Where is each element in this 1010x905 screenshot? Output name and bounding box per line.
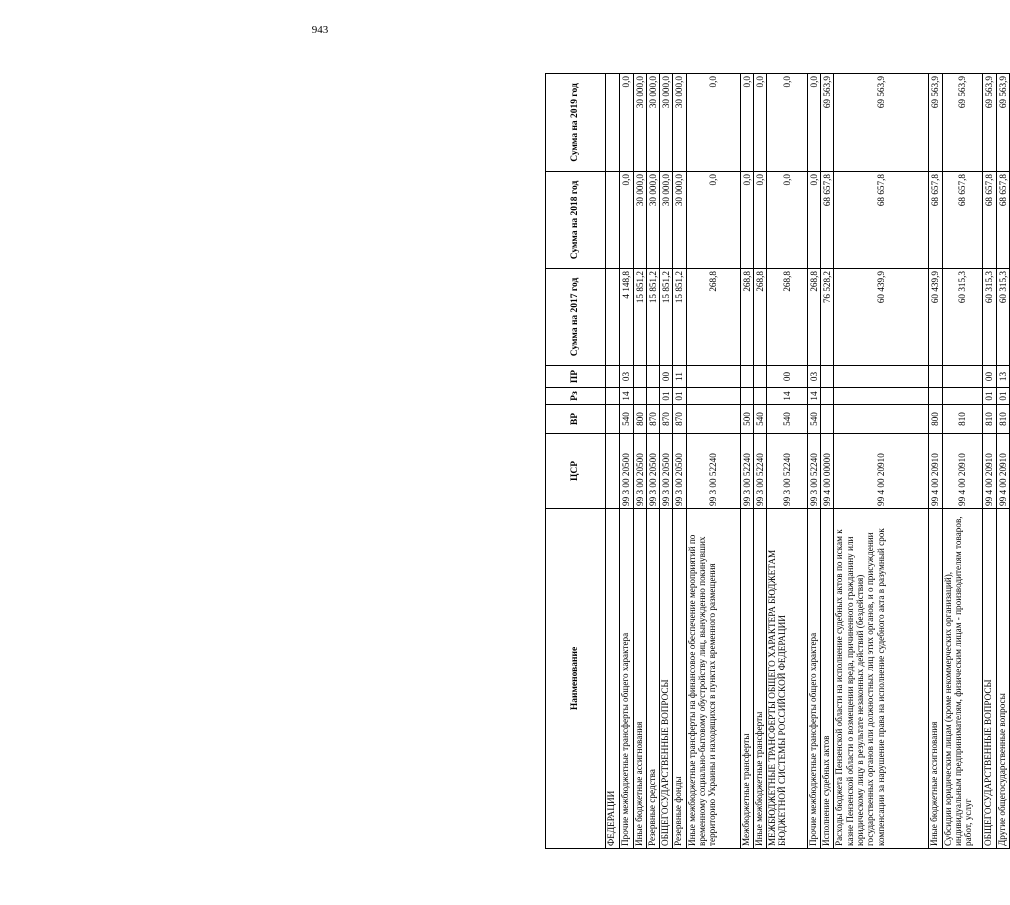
cell-pr — [646, 366, 659, 388]
cell-sum-2018: 68 657,8 — [834, 172, 929, 269]
rotated-page — [545, 74, 1010, 849]
cell-name: Иные бюджетные ассигнования — [929, 509, 942, 849]
cell-sum-2019: 30 000,0 — [646, 74, 659, 172]
cell-name: Резервные средства — [646, 509, 659, 849]
cell-pr — [740, 366, 753, 388]
cell-csr: 99 3 00 20500 — [633, 434, 646, 509]
table-row — [753, 74, 766, 849]
cell-rz: 01 — [673, 388, 686, 405]
table-row — [807, 74, 820, 849]
cell-sum-2017: 15 851,2 — [633, 269, 646, 366]
cell-rz — [753, 388, 766, 405]
table-row — [660, 74, 673, 849]
cell-sum-2018: 30 000,0 — [646, 172, 659, 269]
cell-sum-2019 — [606, 74, 620, 172]
cell-vr: 500 — [740, 405, 753, 434]
cell-name: Прочие межбюджетные трансферты общего характера — [807, 509, 820, 849]
cell-sum-2017: 60 439,9 — [834, 269, 929, 366]
cell-sum-2017: 268,8 — [753, 269, 766, 366]
cell-sum-2018: 30 000,0 — [673, 172, 686, 269]
cell-csr — [606, 434, 620, 509]
cell-csr: 99 3 00 52240 — [767, 434, 808, 509]
cell-pr: 00 — [660, 366, 673, 388]
cell-sum-2017: 15 851,2 — [660, 269, 673, 366]
header-sum-2019: Сумма на 2019 год — [546, 74, 606, 172]
cell-sum-2017: 15 851,2 — [673, 269, 686, 366]
cell-pr: 00 — [767, 366, 808, 388]
cell-sum-2019: 30 000,0 — [673, 74, 686, 172]
cell-sum-2018: 68 657,8 — [821, 172, 834, 269]
cell-sum-2017: 60 315,3 — [942, 269, 983, 366]
cell-rz — [740, 388, 753, 405]
cell-sum-2019: 69 563,9 — [929, 74, 942, 172]
cell-sum-2017: 60 315,3 — [996, 269, 1009, 366]
cell-name: ОБЩЕГОСУДАРСТВЕННЫЕ ВОПРОСЫ — [983, 509, 996, 849]
header-sum-2017: Сумма на 2017 год — [546, 269, 606, 366]
cell-sum-2019: 69 563,9 — [983, 74, 996, 172]
cell-vr — [686, 405, 740, 434]
cell-sum-2019: 0,0 — [686, 74, 740, 172]
cell-csr: 99 4 00 20910 — [929, 434, 942, 509]
cell-vr: 870 — [646, 405, 659, 434]
cell-name: Исполнение судебных актов — [821, 509, 834, 849]
cell-pr — [686, 366, 740, 388]
cell-vr — [834, 405, 929, 434]
cell-pr: 03 — [620, 366, 633, 388]
table-row — [929, 74, 942, 849]
cell-name: Расходы бюджета Пензенской области на исполнение судебных актов по искам к казне Пензенской области о возмещении вреда, причиненного гражданину или юридическому лицу в результате незаконных действий (бездействия) государственных органов или должностных лиц этих органов, и о присуждении компенсации за нарушение права на исполнение судебного акта в разумный срок — [834, 509, 929, 849]
cell-sum-2019: 0,0 — [753, 74, 766, 172]
cell-csr: 99 3 00 52240 — [740, 434, 753, 509]
cell-sum-2018 — [606, 172, 620, 269]
cell-sum-2019: 0,0 — [740, 74, 753, 172]
cell-name: ОБЩЕГОСУДАРСТВЕННЫЕ ВОПРОСЫ — [660, 509, 673, 849]
cell-vr: 810 — [996, 405, 1009, 434]
cell-vr: 810 — [942, 405, 983, 434]
cell-pr — [753, 366, 766, 388]
cell-sum-2017: 60 315,3 — [983, 269, 996, 366]
header-rz: Рз — [546, 388, 606, 405]
cell-name: ФЕДЕРАЦИИ — [606, 509, 620, 849]
cell-sum-2019: 69 563,9 — [821, 74, 834, 172]
cell-rz — [834, 388, 929, 405]
cell-pr: 00 — [983, 366, 996, 388]
cell-vr: 800 — [633, 405, 646, 434]
cell-sum-2018: 0,0 — [753, 172, 766, 269]
cell-csr: 99 3 00 20500 — [620, 434, 633, 509]
cell-sum-2019: 69 563,9 — [942, 74, 983, 172]
cell-pr — [929, 366, 942, 388]
cell-sum-2017: 268,8 — [686, 269, 740, 366]
cell-vr: 810 — [983, 405, 996, 434]
cell-csr: 99 3 00 20500 — [646, 434, 659, 509]
cell-vr: 870 — [660, 405, 673, 434]
header-name: Наименование — [546, 509, 606, 849]
cell-csr: 99 3 00 20500 — [673, 434, 686, 509]
cell-csr: 99 4 00 20910 — [834, 434, 929, 509]
cell-sum-2018: 0,0 — [686, 172, 740, 269]
cell-sum-2019: 0,0 — [767, 74, 808, 172]
table-row — [983, 74, 996, 849]
cell-csr: 99 4 00 00000 — [821, 434, 834, 509]
cell-sum-2017: 60 439,9 — [929, 269, 942, 366]
cell-csr: 99 3 00 52240 — [753, 434, 766, 509]
cell-name: Другие общегосударственные вопросы — [996, 509, 1009, 849]
cell-name: Иные бюджетные ассигнования — [633, 509, 646, 849]
cell-vr: 870 — [673, 405, 686, 434]
cell-csr: 99 4 00 20910 — [996, 434, 1009, 509]
cell-sum-2018: 30 000,0 — [633, 172, 646, 269]
header-sum-2018: Сумма на 2018 год — [546, 172, 606, 269]
cell-rz — [646, 388, 659, 405]
table-row — [821, 74, 834, 849]
cell-pr: 03 — [807, 366, 820, 388]
table-row — [834, 74, 929, 849]
cell-pr — [633, 366, 646, 388]
table-body — [606, 74, 1010, 849]
cell-pr — [834, 366, 929, 388]
header-row — [546, 74, 606, 849]
cell-sum-2017 — [606, 269, 620, 366]
cell-sum-2018: 68 657,8 — [996, 172, 1009, 269]
cell-sum-2017: 76 528,2 — [821, 269, 834, 366]
cell-vr — [606, 405, 620, 434]
cell-sum-2017: 268,8 — [740, 269, 753, 366]
cell-csr: 99 4 00 20910 — [942, 434, 983, 509]
cell-rz: 14 — [807, 388, 820, 405]
cell-rz — [606, 388, 620, 405]
table-row — [767, 74, 808, 849]
cell-sum-2019: 30 000,0 — [633, 74, 646, 172]
cell-vr: 540 — [767, 405, 808, 434]
cell-sum-2019: 69 563,9 — [996, 74, 1009, 172]
cell-sum-2018: 0,0 — [807, 172, 820, 269]
cell-sum-2019: 69 563,9 — [834, 74, 929, 172]
cell-sum-2018: 68 657,8 — [929, 172, 942, 269]
cell-pr — [942, 366, 983, 388]
header-pr: ПР — [546, 366, 606, 388]
cell-sum-2018: 0,0 — [620, 172, 633, 269]
table-row — [740, 74, 753, 849]
cell-pr: 13 — [996, 366, 1009, 388]
cell-rz: 14 — [620, 388, 633, 405]
cell-rz — [633, 388, 646, 405]
table-row — [686, 74, 740, 849]
cell-sum-2019: 0,0 — [620, 74, 633, 172]
cell-rz — [821, 388, 834, 405]
cell-sum-2018: 30 000,0 — [660, 172, 673, 269]
table-row — [646, 74, 659, 849]
table-row — [620, 74, 633, 849]
header-csr: ЦСР — [546, 434, 606, 509]
cell-vr: 800 — [929, 405, 942, 434]
cell-sum-2019: 0,0 — [807, 74, 820, 172]
cell-vr: 540 — [807, 405, 820, 434]
header-vr: ВР — [546, 405, 606, 434]
cell-name: Резервные фонды — [673, 509, 686, 849]
cell-sum-2017: 4 148,8 — [620, 269, 633, 366]
cell-csr: 99 3 00 20500 — [660, 434, 673, 509]
cell-name: Межбюджетные трансферты — [740, 509, 753, 849]
cell-name: Субсидии юридическим лицам (кроме некоммерческих организаций), индивидуальным предпринимателям, физическим лицам - производителям товаров, работ, услуг — [942, 509, 983, 849]
cell-sum-2018: 0,0 — [740, 172, 753, 269]
cell-sum-2018: 68 657,8 — [942, 172, 983, 269]
cell-sum-2018: 0,0 — [767, 172, 808, 269]
cell-vr — [821, 405, 834, 434]
cell-csr: 99 4 00 20910 — [983, 434, 996, 509]
budget-table — [545, 73, 1010, 849]
cell-pr — [606, 366, 620, 388]
cell-sum-2017: 15 851,2 — [646, 269, 659, 366]
cell-csr: 99 3 00 52240 — [686, 434, 740, 509]
cell-sum-2017: 268,8 — [807, 269, 820, 366]
cell-name: Иные межбюджетные трансферты — [753, 509, 766, 849]
cell-sum-2018: 68 657,8 — [983, 172, 996, 269]
cell-vr: 540 — [753, 405, 766, 434]
cell-rz — [942, 388, 983, 405]
cell-pr — [821, 366, 834, 388]
cell-rz — [929, 388, 942, 405]
cell-name: Иные межбюджетные трансферты на финансовое обеспечение мероприятий по временному социально-бытовому обустройству лиц, вынужденно покинувших территорию Украины и находящихся в пунктах временного размещения — [686, 509, 740, 849]
cell-sum-2019: 30 000,0 — [660, 74, 673, 172]
table-row — [942, 74, 983, 849]
cell-rz: 01 — [660, 388, 673, 405]
cell-rz — [686, 388, 740, 405]
cell-pr: 11 — [673, 366, 686, 388]
cell-rz: 01 — [983, 388, 996, 405]
cell-csr: 99 3 00 52240 — [807, 434, 820, 509]
table-row — [996, 74, 1009, 849]
cell-name: МЕЖБЮДЖЕТНЫЕ ТРАНСФЕРТЫ ОБЩЕГО ХАРАКТЕРА БЮДЖЕТАМ БЮДЖЕТНОЙ СИСТЕМЫ РОССИЙСКОЙ ФЕДЕРАЦИИ — [767, 509, 808, 849]
cell-name: Прочие межбюджетные трансферты общего характера — [620, 509, 633, 849]
table-row — [673, 74, 686, 849]
table-row — [606, 74, 620, 849]
table-row — [633, 74, 646, 849]
cell-vr: 540 — [620, 405, 633, 434]
page-number: 943 — [311, 24, 329, 36]
cell-rz: 14 — [767, 388, 808, 405]
cell-rz: 01 — [996, 388, 1009, 405]
cell-sum-2017: 268,8 — [767, 269, 808, 366]
